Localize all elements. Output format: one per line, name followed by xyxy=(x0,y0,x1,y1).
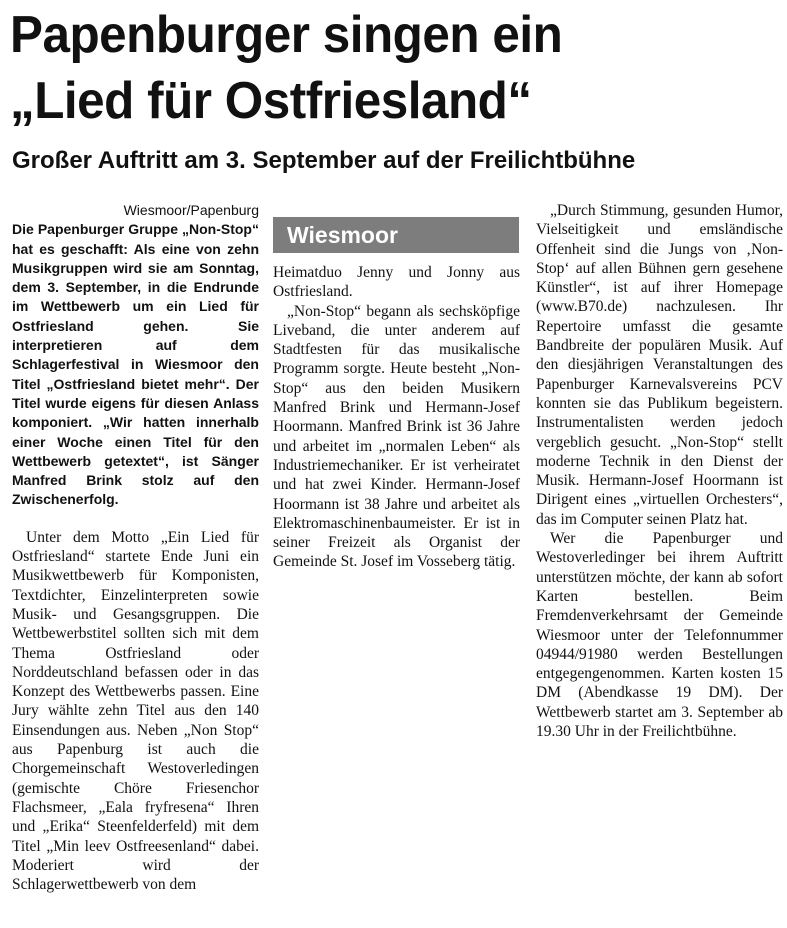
paragraph-gap xyxy=(12,510,259,528)
dateline: Wiesmoor/Papenburg xyxy=(123,202,259,218)
body-paragraph-1-continued: Heimatduo Jenny und Jonny aus Ostfriesland. xyxy=(273,264,520,301)
column-3 xyxy=(536,201,783,741)
subheadline: Großer Auftritt am 3. September auf der Freilichtbühne xyxy=(12,147,636,174)
body-paragraph-3: „Durch Stimmung, gesunden Humor, Vielseitigkeit und emsländische Offenheit sind die Jungs von ‚Non-Stop‘ auf allen Bühnen gern gesehene Künstler“, ist auf ihrer Homepage (www.B70.de) nachzulesen. Ihr Repertoire umfasst die gesamte Bandbreite der populären Musik. Auf den diesjährigen Veranstaltungen des Papenburger Karnevalsvereins PCV konnten sie das Publikum begeistern. Instrumentalisten werden jedoch vergeblich gesucht. „Non-Stop“ stellt moderne Technik in den Dienst der Musik. Hermann-Josef Hoormann ist Dirigent eines „virtuellen Orchesters“, das im Computer seinen Platz hat. xyxy=(536,202,783,528)
body-paragraph-4: Wer die Papenburger und Westoverledinger bei ihrem Auftritt unterstützen möchte, der kann ab sofort Karten bestellen. Beim Fremdenverkehrsamt der Gemeinde Wiesmoor unter der Telefonnummer 04944/91980 werden Bestellungen entgegengenommen. Karten kosten 15 DM (Abendkasse 19 DM). Der Wettbewerb startet am 3. September ab 19.30 Uhr in der Freilichtbühne. xyxy=(536,530,783,741)
location-box: Wiesmoor xyxy=(273,217,519,253)
lead-paragraph: Die Papenburger Gruppe „Non-Stop“ hat es geschafft: Als eine von zehn Musikgruppen wird sie am Sonntag, dem 3. September, in die Endrunde im Wettbewerb um ein Lied für Ostfriesland gehen. Sie interpretieren auf dem Schlagerfestival in Wiesmoor den Titel „Ostfriesland bietet mehr“. Der Titel wurde eigens für diesen Anlass komponiert. „Wir hatten innerhalb einer Woche einen Titel für den Wettbewerb getextet“, ist Sänger Manfred Brink stolz auf den Zwischenerfolg. xyxy=(12,221,259,508)
headline-line-2: „Lied für Ostfriesland“ xyxy=(10,72,532,130)
headline xyxy=(10,2,742,134)
headline-line-1: Papenburger singen ein xyxy=(10,6,563,64)
column-2 xyxy=(273,201,520,572)
column-1 xyxy=(12,201,259,894)
body-paragraph-2: „Non-Stop“ begann als sechsköpfige Liveband, die unter anderem auf Stadtfesten für das musikalische Programm sorgte. Heute besteht „Non-Stop“ aus den beiden Musikern Manfred Brink und Hermann-Josef Hoormann. Manfred Brink ist 36 Jahre und arbeitet im „normalen Leben“ als Industriemechaniker. Er ist verheiratet und hat zwei Kinder. Hermann-Josef Hoormann ist 38 Jahre und arbeitet als Elektromaschinenbaumeister. Er ist in seiner Freizeit als Organist der Gemeinde St. Josef im Vosseberg tätig. xyxy=(273,302,520,571)
body-paragraph-1: Unter dem Motto „Ein Lied für Ostfriesland“ startete Ende Juni ein Musikwettbewerb für Komponisten, Textdichter, Einzelinterpreten sowie Musik- und Gesangsgruppen. Die Wettbewerbstitel sollten sich mit dem Thema Ostfriesland oder Norddeutschland befassen oder in das Konzept des Wettbewerbs passen. Eine Jury wählte zehn Titel aus den 140 Einsendungen aus. Neben „Non Stop“ aus Papenburg ist auch die Chorgemeinschaft Westoverledingen (gemischte Chöre Friesenchor Flachsmeer, „Eala fryfresena“ Ihren und „Erika“ Steenfelderfeld) mit dem Titel „Min leev Ostfreesenland“ dabei. Moderiert wird der Schlagerwettbewerb von dem xyxy=(12,528,259,894)
